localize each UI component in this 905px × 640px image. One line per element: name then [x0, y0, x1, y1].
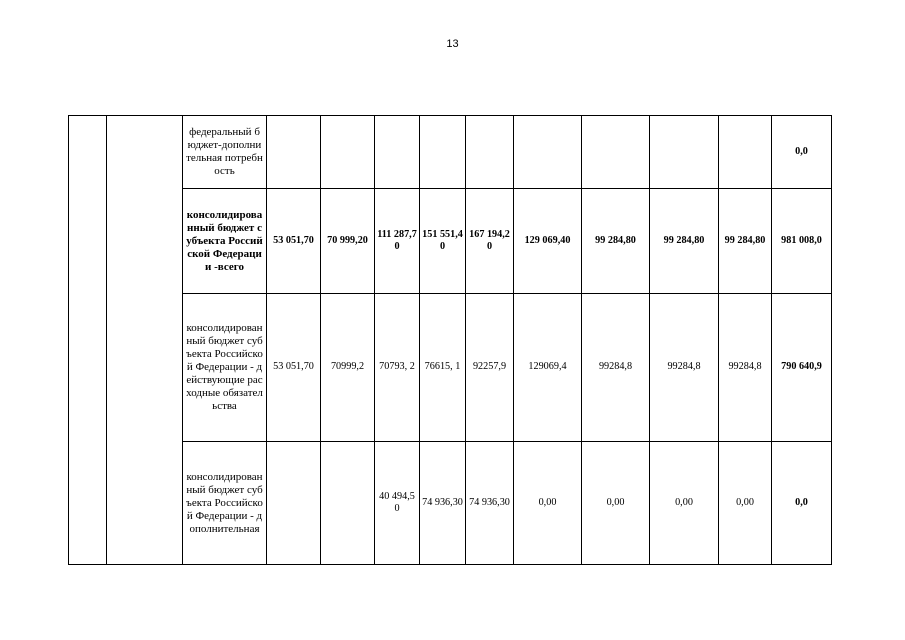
value-cell: 129069,4: [514, 294, 582, 442]
value-cell: 0,00: [514, 442, 582, 565]
value-cell: 0,00: [582, 442, 650, 565]
total-cell: 0,0: [772, 116, 832, 189]
value-cell: 99284,8: [582, 294, 650, 442]
value-cell: 74 936,30: [466, 442, 514, 565]
value-cell: 92257,9: [466, 294, 514, 442]
value-cell: 167 194,20: [466, 189, 514, 294]
total-cell: 790 640,9: [772, 294, 832, 442]
total-cell: 981 008,0: [772, 189, 832, 294]
value-cell: 0,00: [719, 442, 772, 565]
value-cell: 76615, 1: [420, 294, 466, 442]
value-cell: 111 287,70: [375, 189, 420, 294]
value-cell: [420, 116, 466, 189]
row-label: федеральный бюджет-дополнительная потребность: [183, 116, 267, 189]
value-cell: [375, 116, 420, 189]
table-row: [69, 116, 832, 189]
value-cell: [267, 116, 321, 189]
value-cell: 99 284,80: [650, 189, 719, 294]
table-row: [69, 294, 832, 442]
value-cell: [466, 116, 514, 189]
value-cell: [267, 442, 321, 565]
value-cell: 99284,8: [719, 294, 772, 442]
value-cell: 53 051,70: [267, 189, 321, 294]
table-row: [69, 189, 832, 294]
value-cell: 70 999,20: [321, 189, 375, 294]
value-cell: 74 936,30: [420, 442, 466, 565]
value-cell: 99 284,80: [719, 189, 772, 294]
value-cell: [650, 116, 719, 189]
value-cell: [321, 116, 375, 189]
value-cell: 0,00: [650, 442, 719, 565]
total-cell: 0,0: [772, 442, 832, 565]
row-label: консолидированный бюджет субъекта Российской Федерации - действующие расходные обязательства: [183, 294, 267, 442]
empty-cell: [69, 116, 107, 565]
page-number: 13: [446, 38, 459, 50]
row-label: консолидированный бюджет субъекта Российской Федерации - дополнительная: [183, 442, 267, 565]
value-cell: 151 551,40: [420, 189, 466, 294]
row-label: консолидированный бюджет субъекта Российской Федерации -всего: [183, 189, 267, 294]
value-cell: 40 494,50: [375, 442, 420, 565]
value-cell: [582, 116, 650, 189]
table-row: [69, 442, 832, 565]
value-cell: [719, 116, 772, 189]
budget-table: [68, 115, 832, 565]
value-cell: 53 051,70: [267, 294, 321, 442]
value-cell: [321, 442, 375, 565]
value-cell: 99284,8: [650, 294, 719, 442]
value-cell: [514, 116, 582, 189]
empty-cell: [107, 116, 183, 565]
value-cell: 129 069,40: [514, 189, 582, 294]
value-cell: 70999,2: [321, 294, 375, 442]
value-cell: 99 284,80: [582, 189, 650, 294]
value-cell: 70793, 2: [375, 294, 420, 442]
